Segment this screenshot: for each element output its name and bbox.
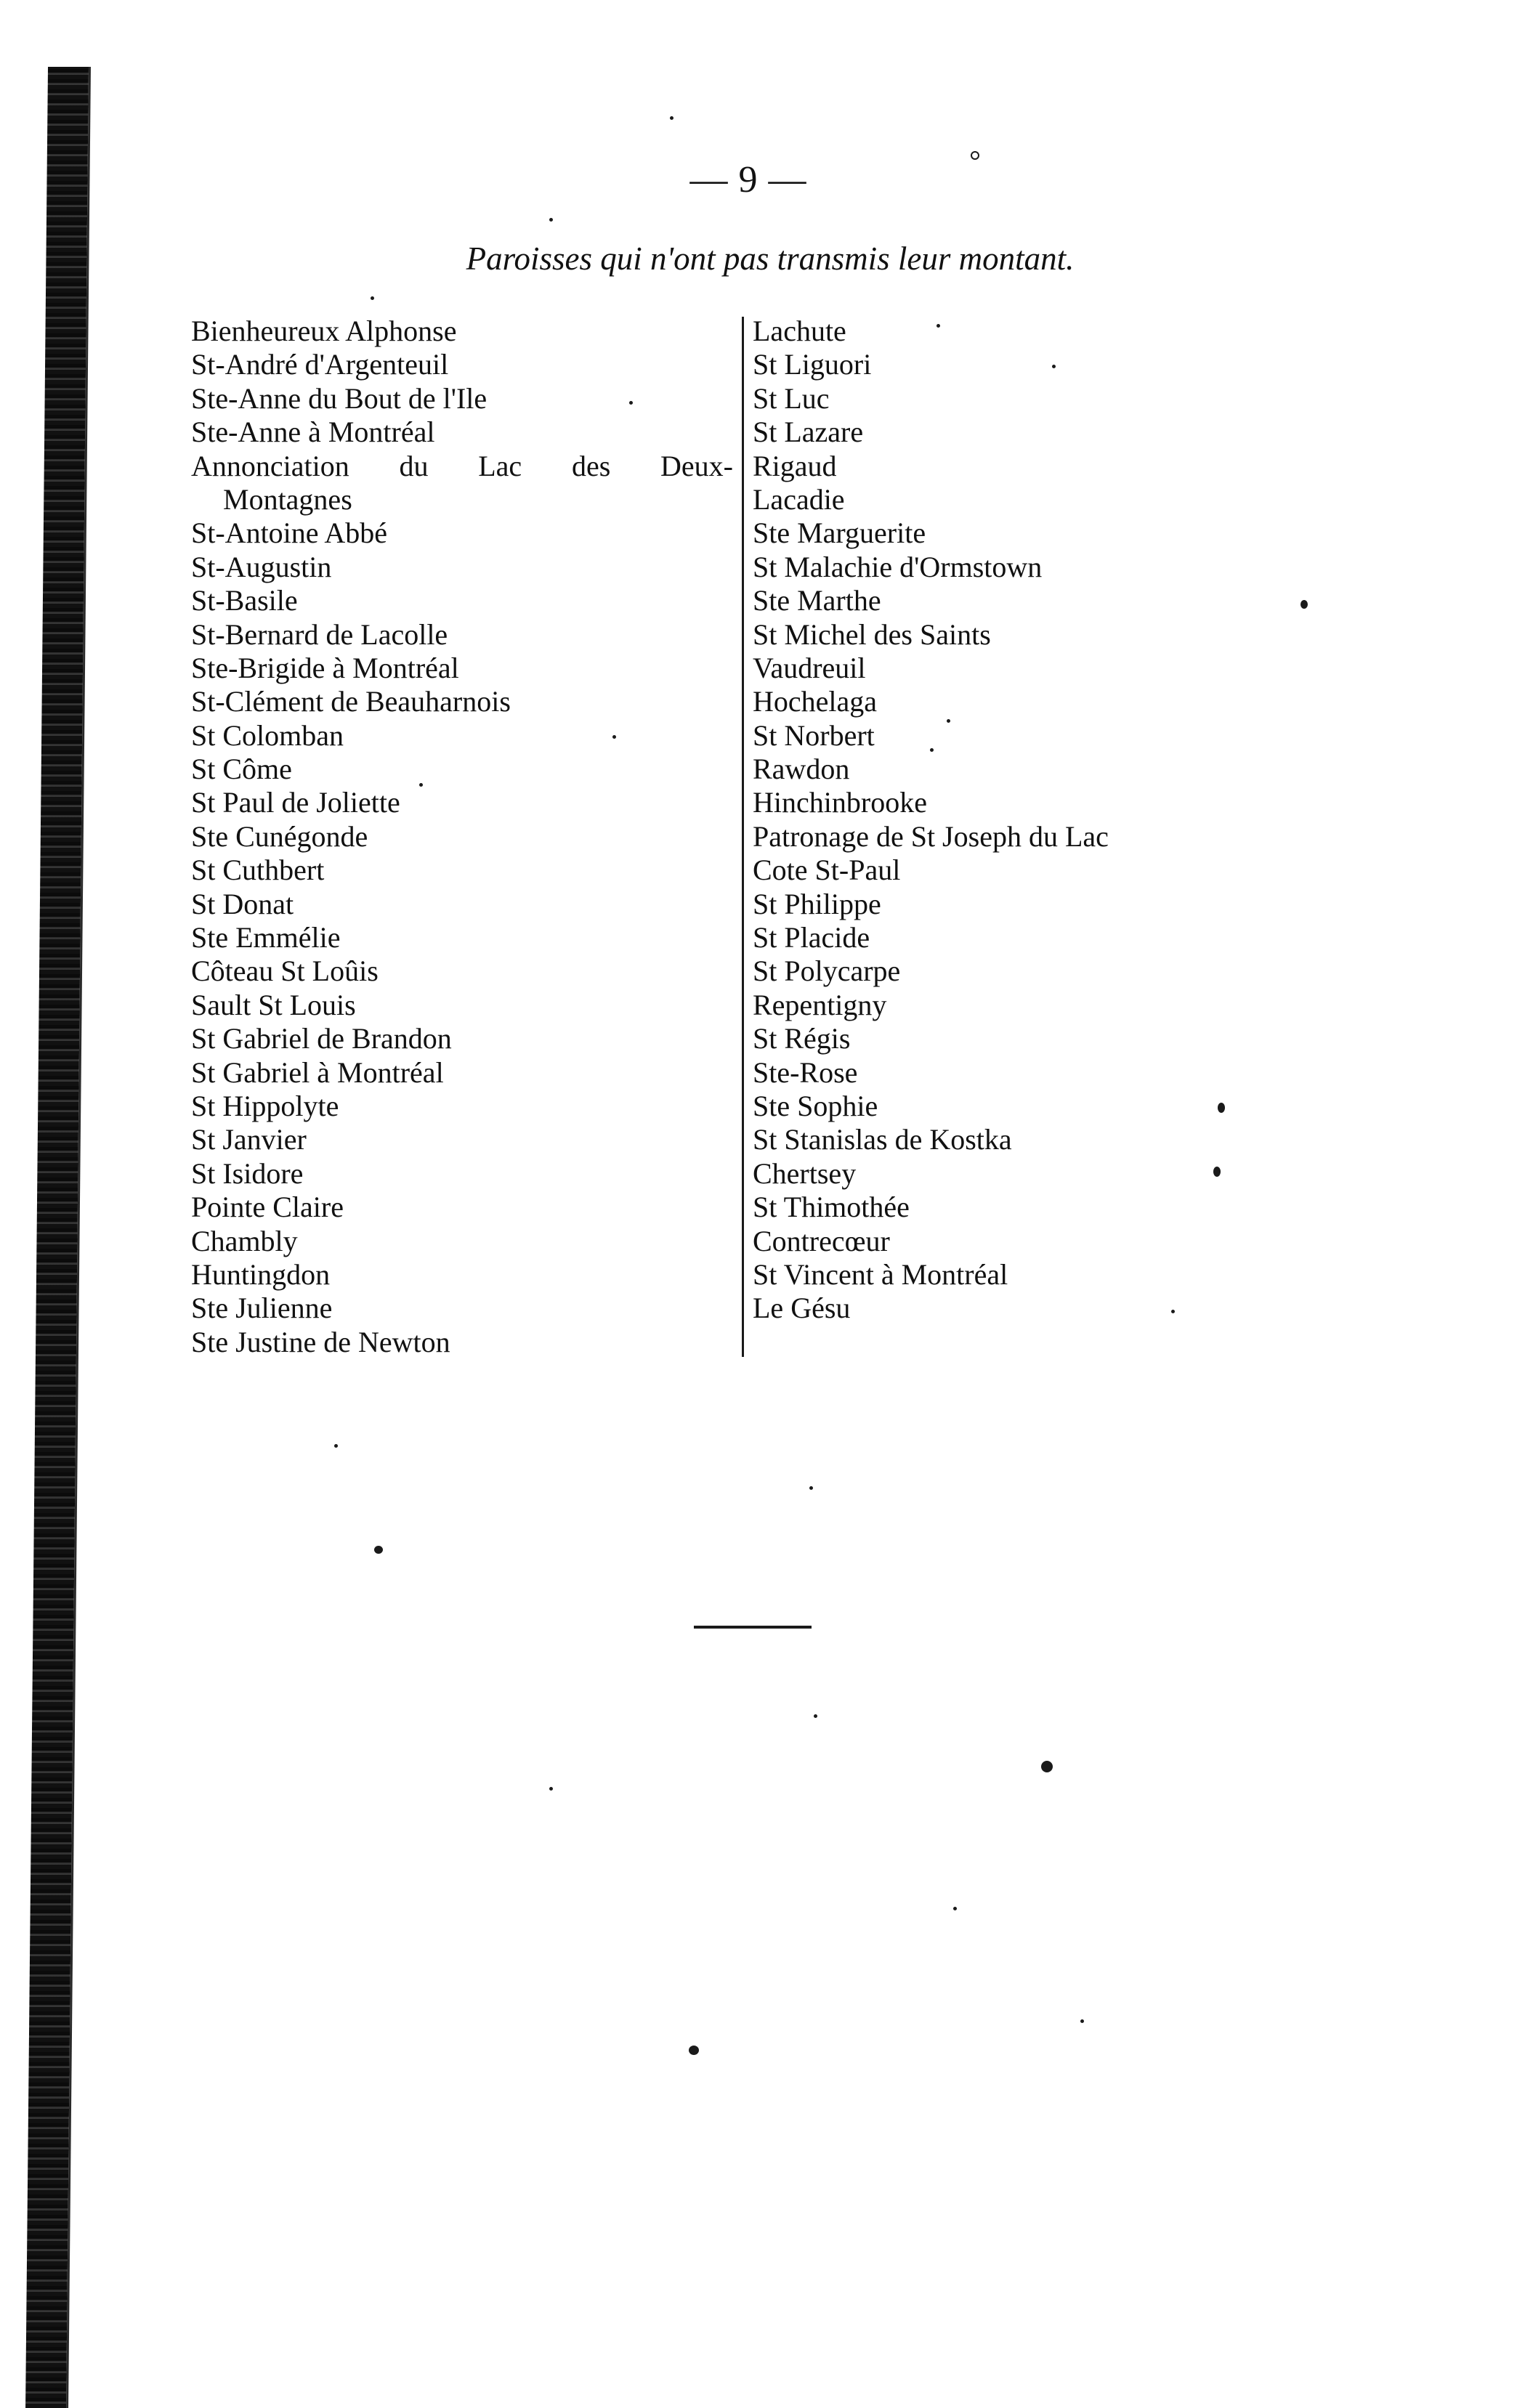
list-item: Cote St-Paul	[753, 854, 901, 887]
list-item: St Polycarpe	[753, 954, 901, 988]
column-divider	[742, 317, 744, 1357]
list-item: St-Augustin	[191, 550, 332, 583]
list-item: Repentigny	[753, 988, 887, 1021]
list-item: Sault St Louis	[191, 988, 356, 1021]
list-item: Lachute	[753, 315, 846, 347]
list-item: Ste Marguerite	[753, 516, 926, 550]
scan-speck	[549, 218, 553, 222]
list-item: Ste Cunégonde	[191, 819, 368, 853]
scan-speck	[670, 116, 673, 120]
scan-speck	[814, 1714, 817, 1718]
list-item: St Gabriel à Montréal	[191, 1055, 444, 1089]
list-item: St Michel des Saints	[753, 617, 991, 651]
list-item: Ste-Brigide à Montréal	[191, 651, 459, 684]
scan-speck	[930, 748, 934, 752]
list-item: Ste Sophie	[753, 1089, 878, 1122]
list-item: St Lazare	[753, 415, 864, 449]
list-item: St Régis	[753, 1022, 851, 1055]
word: des	[571, 449, 611, 482]
scan-speck	[549, 1787, 553, 1791]
list-item: St-Bernard de Lacolle	[191, 617, 448, 651]
list-item: St Luc	[753, 381, 830, 415]
list-item: St Cuthbert	[191, 854, 325, 887]
list-item: Ste Julienne	[191, 1292, 333, 1325]
list-item: Chertsey	[753, 1156, 857, 1190]
scan-speck	[629, 401, 633, 405]
list-item: St Thimothée	[753, 1191, 910, 1224]
word: Annonciation	[191, 449, 349, 482]
list-item: Ste-Anne à Montréal	[191, 415, 435, 449]
list-item: Ste Emmélie	[191, 921, 341, 954]
list-item: St Côme	[191, 753, 292, 786]
list-item: St Isidore	[191, 1156, 304, 1190]
scan-speck	[1171, 1310, 1175, 1313]
scan-speck	[612, 735, 616, 739]
list-item: St Stanislas de Kostka	[753, 1123, 1012, 1156]
scan-speck	[1080, 2019, 1084, 2023]
list-item: Ste Marthe	[753, 584, 881, 617]
scan-speck	[1218, 1103, 1225, 1113]
list-item: St Philippe	[753, 887, 881, 920]
list-item-wrapped-line2: Montagnes	[223, 482, 352, 516]
section-heading: Paroisses qui n'ont pas transmis leur montant.	[466, 240, 1075, 277]
scan-speck	[809, 1486, 813, 1490]
list-item: Rawdon	[753, 753, 850, 786]
end-rule	[694, 1626, 812, 1629]
list-item: Ste Justine de Newton	[191, 1325, 450, 1358]
right-parish-list	[753, 315, 1261, 1326]
scan-speck	[371, 296, 374, 300]
page-binding-edge	[25, 67, 91, 2408]
scan-speck	[689, 2046, 699, 2055]
list-item: St-Antoine Abbé	[191, 516, 387, 550]
scan-speck	[1300, 600, 1308, 609]
scan-speck	[953, 1907, 957, 1910]
scan-speck	[334, 1444, 338, 1448]
list-item: Côteau St Loûis	[191, 954, 379, 988]
list-item: Ste-Anne du Bout de l'Ile	[191, 381, 488, 415]
list-item: Bienheureux Alphonse	[191, 315, 457, 347]
list-item: Le Gésu	[753, 1292, 851, 1325]
list-item: St Norbert	[753, 718, 875, 752]
list-item-wrapped-line1	[191, 450, 733, 483]
list-item: Rigaud	[753, 449, 837, 482]
scan-speck	[971, 151, 979, 160]
scan-speck	[1052, 365, 1056, 368]
scan-speck	[419, 783, 423, 787]
list-item: Hochelaga	[753, 685, 878, 718]
list-item: St Janvier	[191, 1123, 307, 1156]
list-item: Chambly	[191, 1224, 298, 1257]
page-number: — 9 —	[689, 159, 807, 200]
list-item: St Liguori	[753, 348, 872, 381]
list-item: St Vincent à Montréal	[753, 1257, 1008, 1291]
word: Deux-	[660, 449, 733, 482]
list-item: St-Basile	[191, 584, 298, 617]
list-item: St Placide	[753, 921, 870, 954]
list-item: Pointe Claire	[191, 1191, 344, 1224]
list-item: St Colomban	[191, 718, 344, 752]
list-item: St Paul de Joliette	[191, 786, 400, 819]
scan-speck	[374, 1546, 383, 1554]
list-item: Vaudreuil	[753, 651, 866, 684]
list-item: St Malachie d'Ormstown	[753, 550, 1043, 583]
list-item: St Donat	[191, 887, 294, 920]
list-item: Contrecœur	[753, 1224, 890, 1257]
word: du	[399, 449, 429, 482]
list-item: Lacadie	[753, 482, 845, 516]
word: Lac	[478, 449, 522, 482]
list-item: St-Clément de Beauharnois	[191, 685, 511, 718]
list-item: St Gabriel de Brandon	[191, 1022, 452, 1055]
list-item: Huntingdon	[191, 1257, 331, 1291]
list-item: Patronage de St Joseph du Lac	[753, 819, 1109, 853]
scan-speck	[937, 324, 940, 328]
list-item: St Hippolyte	[191, 1089, 339, 1122]
scan-speck	[947, 719, 950, 723]
list-item: St-André d'Argenteuil	[191, 348, 449, 381]
list-item: Hinchinbrooke	[753, 786, 927, 819]
list-item: Ste-Rose	[753, 1055, 858, 1089]
scan-speck	[1041, 1761, 1053, 1772]
left-parish-list	[191, 315, 733, 1359]
scan-speck	[1213, 1167, 1221, 1177]
